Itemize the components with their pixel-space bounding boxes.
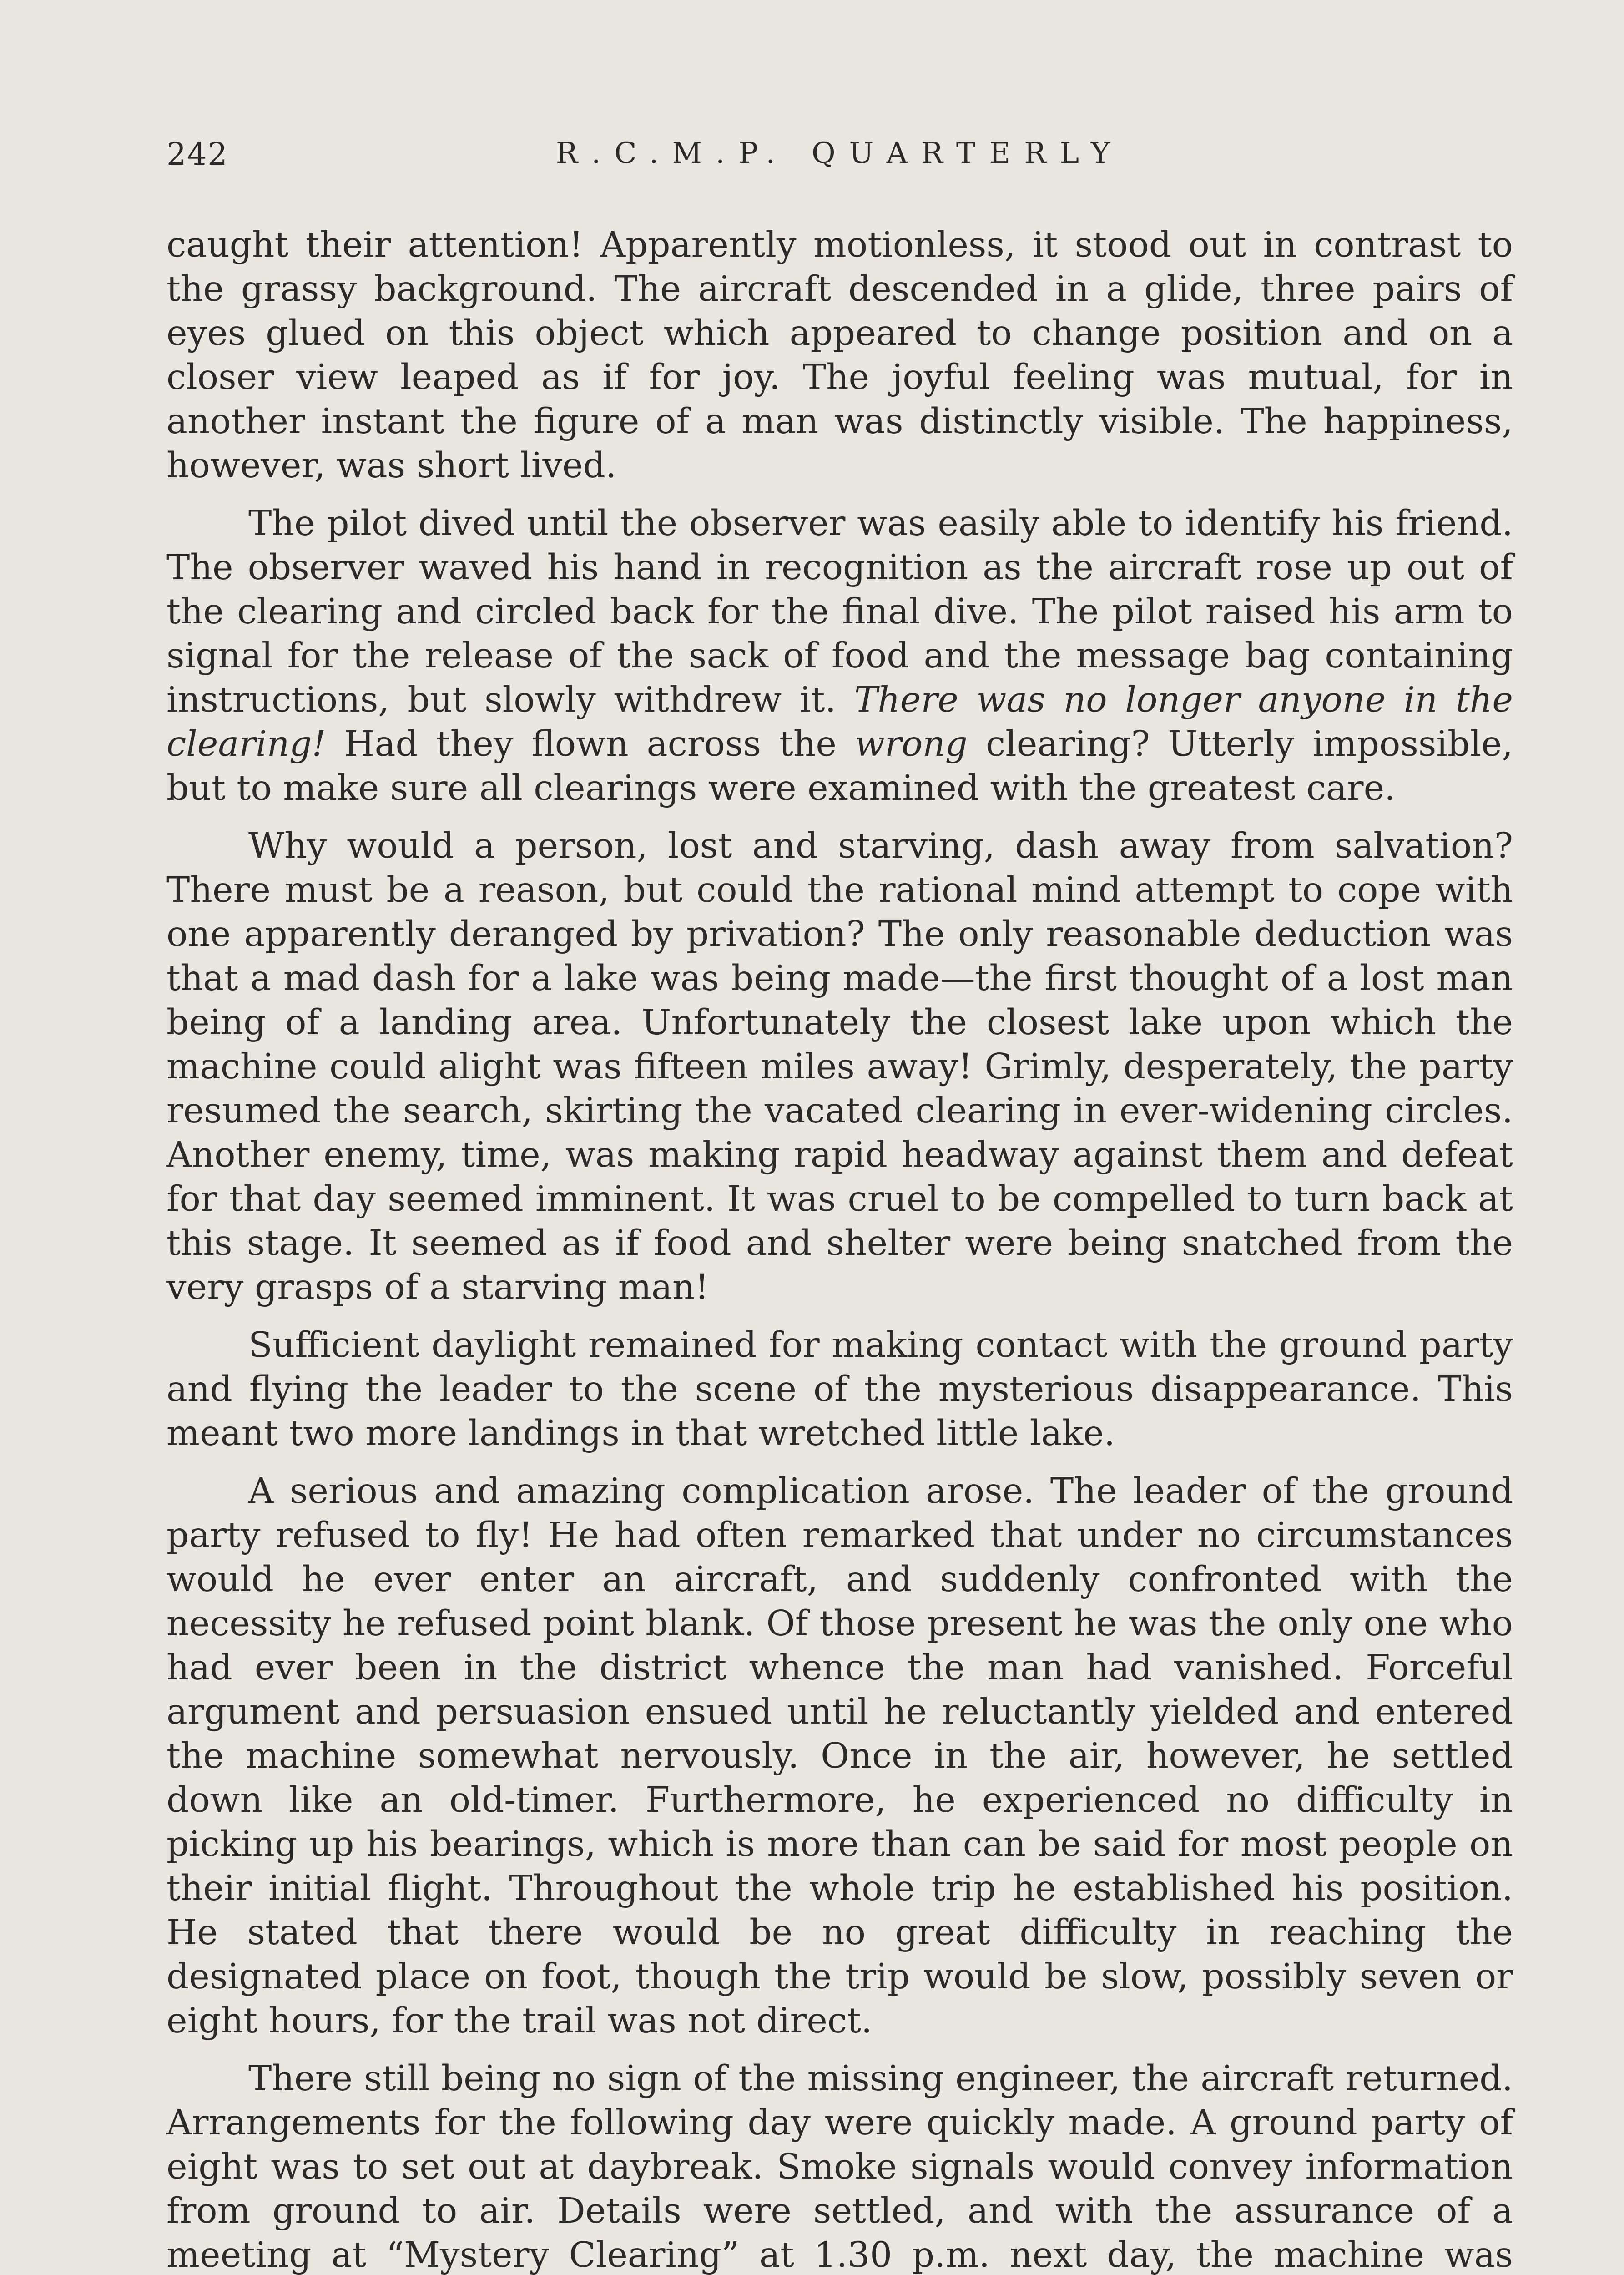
page-number: 242: [166, 136, 228, 172]
text-segment: A serious and amazing complication arose. The leader of the ground party refused to fly! He had often remarked that under no circumstances would he ever enter an aircraft, and suddenly confronted with the necessity he refused point blank. Of those present he was the only one who had ever been in the district whence the man had vanished. Forceful argument and persuasion ensued until he reluctantly yielded and entered the machine somewhat nervously. Once in the air, however, he settled down like an old-timer. Furthermore, he experienced no difficulty in picking up his bearings, which is more than can be said for most people on their initial flight. Throughout the whole trip he established his position. He stated that there would be no great difficulty in reaching the designated place on foot, though the trip would be slow, possibly seven or eight hours, for the trail was not direct.: [166, 1471, 1513, 2041]
text-segment: Sufficient daylight remained for making contact with the ground party and flying the leader to the scene of the mysterious disappearance. This meant two more landings in that wretched little lake.: [166, 1325, 1513, 1454]
running-head: R.C.M.P. QUARTERLY: [555, 136, 1124, 170]
page-header: [166, 136, 1513, 182]
italic-text: wrong: [855, 724, 968, 764]
italic-text: There was no longer anyone in the clearing!: [166, 680, 1513, 764]
text-segment: caught their attention! Apparently motionless, it stood out in contrast to the grassy background. The aircraft descended in a glide, three pairs of eyes glued on this object which appeared to change position and on a closer view leaped as if for joy. The joyful feeling was mutual, for in another instant the figure of a man was distinctly visible. The happiness, however, was short lived.: [166, 225, 1513, 486]
paragraph-4: [166, 1323, 1513, 1456]
text-segment: Why would a person, lost and starving, dash away from salvation? There must be a reason, but could the rational mind attempt to cope with one apparently deranged by privation? The only reasonable deduction was that a mad dash for a lake was being made—the first thought of a lost man being of a landing area. Unfortunately the closest lake upon which the machine could alight was fifteen miles away! Grimly, desperately, the party resumed the search, skirting the vacated clearing in ever-widening circles. Another enemy, time, was making rapid headway against them and defeat for that day seemed imminent. It was cruel to be compelled to turn back at this stage. It seemed as if food and shelter were being snatched from the very grasps of a starving man!: [166, 826, 1513, 1308]
paragraph-1: [166, 223, 1513, 488]
text-segment: clearing? Utterly impossible, but to make sure all clearings were examined with the greatest care.: [166, 724, 1513, 809]
text-segment: The pilot dived until the observer was easily able to identify his friend. The observer waved his hand in recognition as the aircraft rose up out of the clearing and circled back for the final dive. The pilot raised his arm to signal for the release of the sack of food and the message bag containing instructions, but slowly withdrew it.: [166, 503, 1513, 720]
paragraph-3: [166, 824, 1513, 1309]
paragraph-6: [166, 2057, 1513, 2275]
paragraph-5: [166, 1469, 1513, 2043]
text-segment: There still being no sign of the missing engineer, the aircraft returned. Arrangements for the following day were quickly made. A ground party of eight was to set out at daybreak. Smoke signals would convey information from ground to air. Details were settled, and with the assurance of a meeting at “Mystery Clearing” at 1.30 p.m. next day, the machine was: [166, 2058, 1513, 2275]
article-body: [166, 223, 1513, 2275]
paragraph-2: [166, 501, 1513, 810]
text-segment: Had they flown across the: [326, 724, 855, 764]
